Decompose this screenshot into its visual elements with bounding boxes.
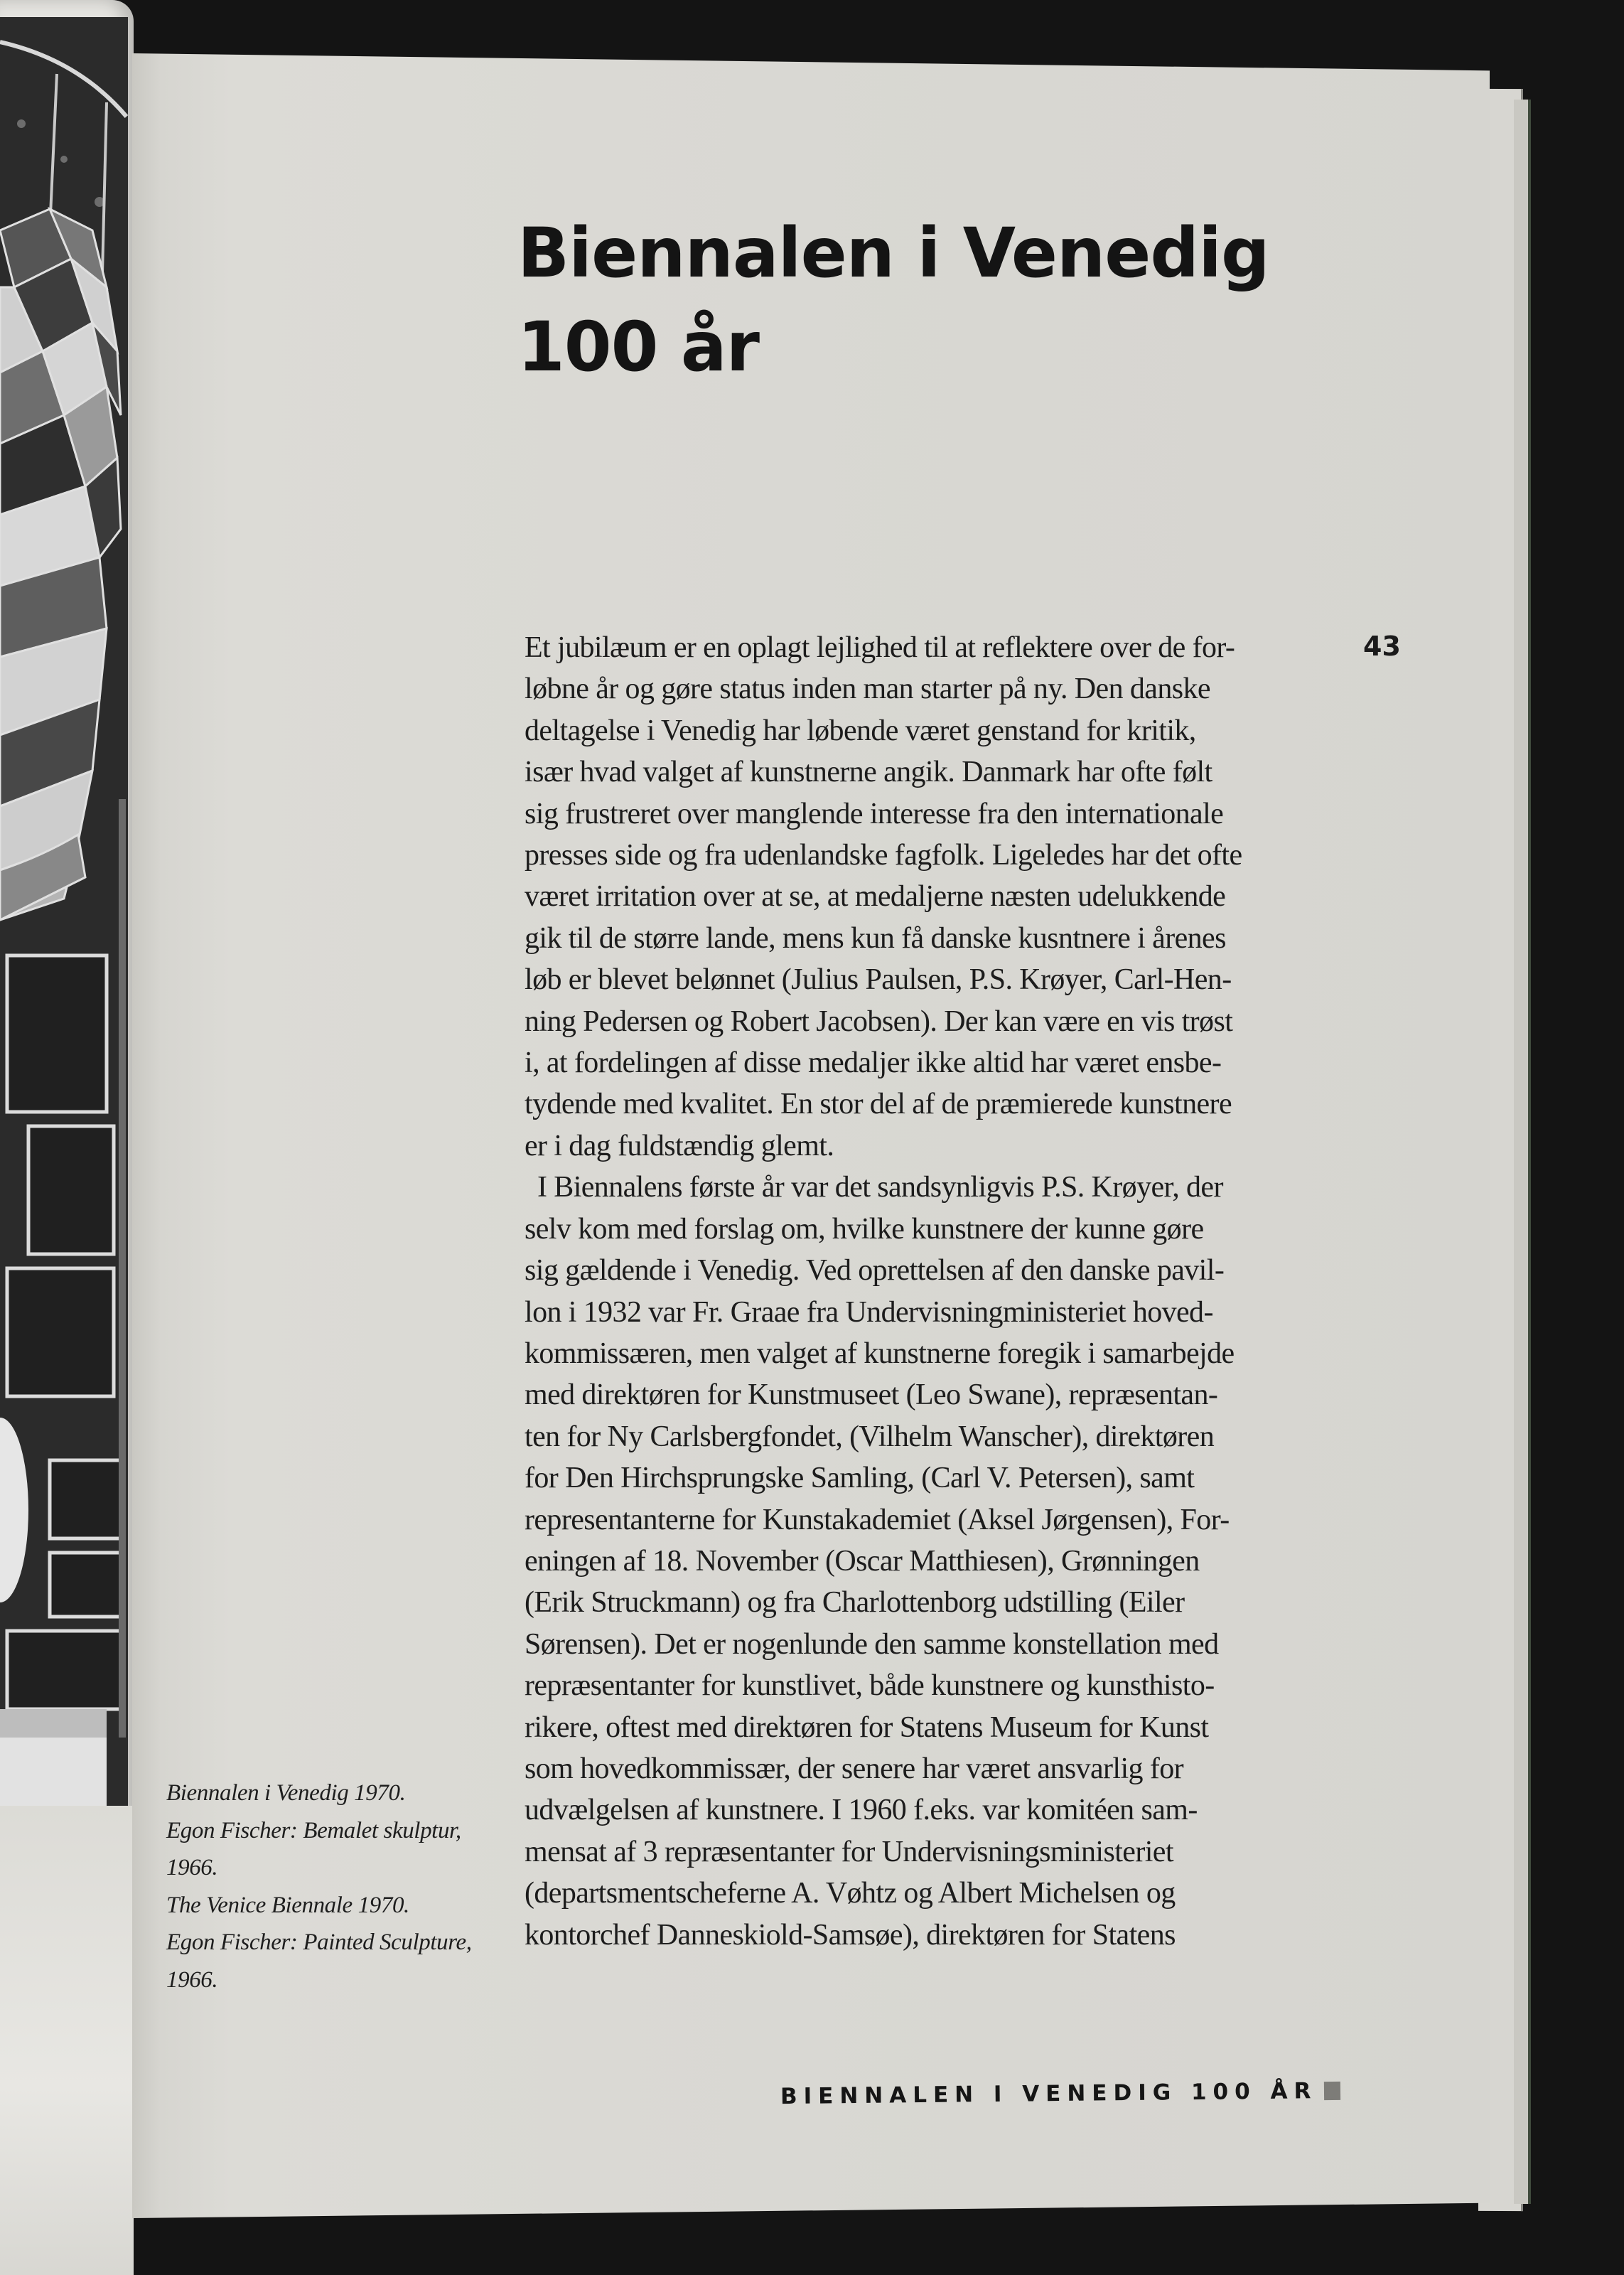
body-line: repræsentanter for kunstlivet, både kunstnere og kunsthisto- [525, 1669, 1215, 1703]
painted-sculpture-photo-icon [0, 17, 128, 1823]
body-line: som hovedkommissær, der senere har været ansvarlig for [525, 1752, 1184, 1785]
caption-line: The Venice Biennale 1970. [166, 1892, 409, 1918]
body-line: sig frustreret over manglende interesse fra den internationale [525, 797, 1224, 830]
body-line: mensat af 3 repræsentanter for Undervisningsministeriet [525, 1835, 1173, 1868]
body-text [525, 627, 1328, 1956]
gray-square-icon [1324, 2082, 1340, 2100]
caption-line: Egon Fischer: Bemalet skulptur, [166, 1817, 461, 1843]
body-line: Et jubilæum er en oplagt lejlighed til at reflektere over de for- [525, 631, 1235, 664]
body-line: Sørensen). Det er nogenlunde den samme konstellation med [525, 1627, 1219, 1661]
body-line: rikere, oftest med direktøren for Statens Museum for Kunst [525, 1711, 1209, 1744]
body-line: tydende med kvalitet. En stor del af de præmierede kunstnere [525, 1088, 1232, 1121]
body-line: deltagelse i Venedig har løbende været genstand for kritik, [525, 714, 1196, 747]
left-page [0, 0, 134, 2275]
body-line: løb er blevet belønnet (Julius Paulsen, P.S. Krøyer, Carl-Hen- [525, 963, 1232, 997]
left-page-margin [0, 1806, 134, 2275]
body-line: i, at fordelingen af disse medaljer ikke altid har været ensbe- [525, 1046, 1222, 1080]
body-line: (departsmentscheferne A. Vøhtz og Albert Michelsen og [525, 1877, 1176, 1910]
title-line-2: 100 år [517, 307, 759, 387]
caption-line: Egon Fischer: Painted Sculpture, [166, 1929, 472, 1955]
body-line: eningen af 18. November (Oscar Matthiesen), Grønningen [525, 1544, 1200, 1578]
photo-caption [166, 1774, 479, 1998]
body-line: er i dag fuldstændig glemt. [525, 1129, 834, 1162]
chapter-title [517, 206, 1370, 394]
caption-line: Biennalen i Venedig 1970. [166, 1780, 406, 1806]
body-line: med direktøren for Kunstmuseet (Leo Swane), repræsentan- [525, 1379, 1218, 1412]
title-line-1: Biennalen i Venedig [517, 213, 1269, 293]
body-line: udvælgelsen af kunstnere. I 1960 f.eks. var komitéen sam- [525, 1794, 1198, 1827]
body-line: især hvad valget af kunstnerne angik. Danmark har ofte følt [525, 756, 1212, 789]
body-line: (Erik Struckmann) og fra Charlottenborg udstilling (Eiler [525, 1586, 1185, 1620]
caption-line: 1966. [166, 1966, 218, 1993]
body-line-paragraph-start: I Biennalens første år var det sandsynligvis P.S. Krøyer, der [537, 1171, 1223, 1204]
body-line: for Den Hirchsprungske Samling, (Carl V. Petersen), samt [525, 1462, 1195, 1495]
body-line: presses side og fra udenlandske fagfolk. Ligeledes har det ofte [525, 839, 1242, 872]
body-line: lon i 1932 var Fr. Graae fra Undervisningministeriet hoved- [525, 1295, 1213, 1329]
body-line: kommissæren, men valget af kunstnerne foregik i samarbejde [525, 1337, 1235, 1370]
running-footer-text: BIENNALEN I VENEDIG 100 ÅR [780, 2078, 1318, 2110]
body-line: representanterne for Kunstakademiet (Aksel Jørgensen), For- [525, 1503, 1230, 1536]
body-line: sig gældende i Venedig. Ved oprettelsen af den danske pavil- [525, 1254, 1225, 1288]
body-line: ning Pedersen og Robert Jacobsen). Der kan være en vis trøst [525, 1005, 1233, 1038]
caption-line: 1966. [166, 1855, 218, 1880]
body-line: kontorchef Danneskiold-Samsøe), direktøren for Statens [525, 1918, 1176, 1952]
page-stack-edge-back [1514, 100, 1531, 2204]
page-number: 43 [1363, 631, 1401, 662]
body-line: gik til de større lande, mens kun få danske kusntnere i årenes [525, 921, 1226, 955]
body-line: været irritation over at se, at medaljerne næsten udelukkende [525, 880, 1226, 914]
body-line: ten for Ny Carlsbergfondet, (Vilhelm Wanscher), direktøren [525, 1420, 1215, 1453]
body-line: selv kom med forslag om, hvilke kunstnere der kunne gøre [525, 1212, 1204, 1246]
body-line: løbne år og gøre status inden man starter på ny. Den danske [525, 673, 1210, 706]
